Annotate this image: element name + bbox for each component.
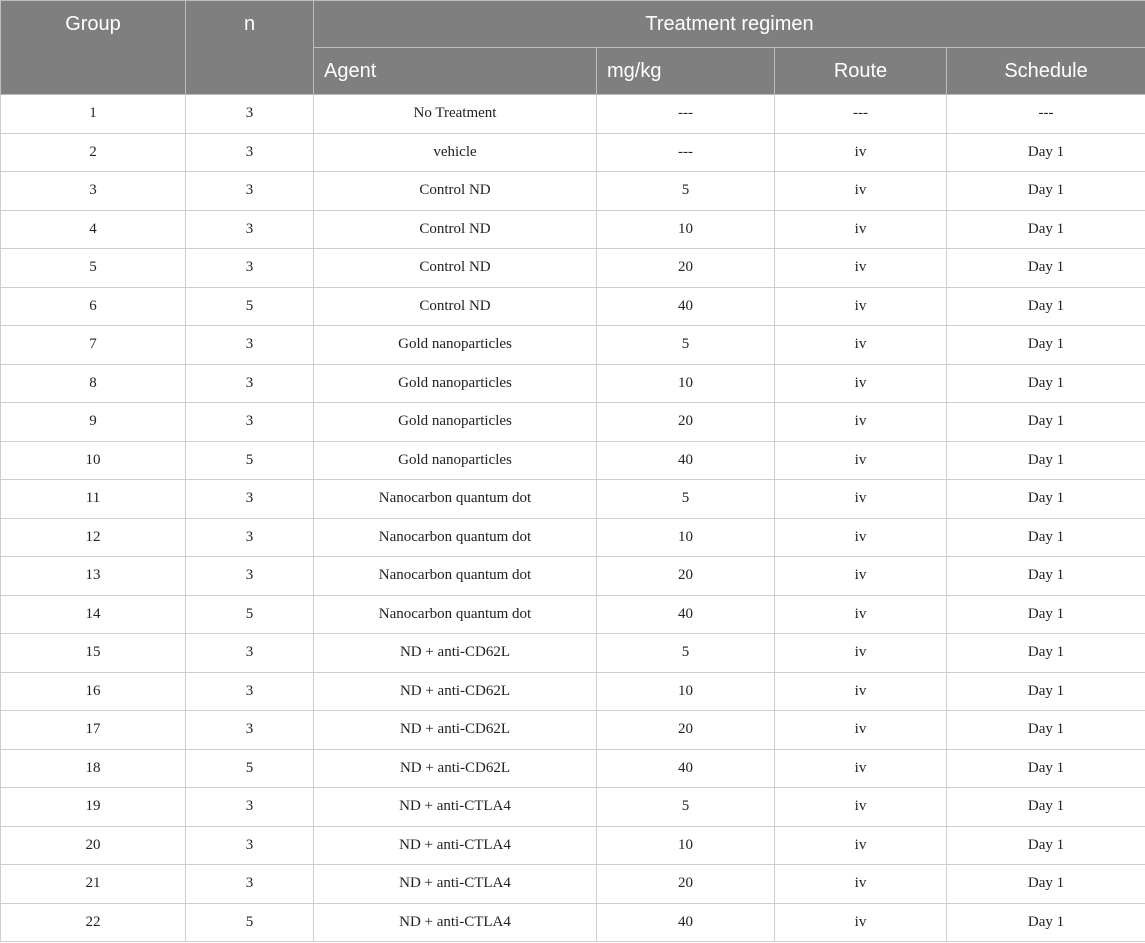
cell-n: 3 <box>186 634 314 673</box>
table-row <box>1 788 1145 827</box>
cell-agent: ND + anti-CTLA4 <box>314 788 597 827</box>
cell-route: iv <box>775 364 947 403</box>
cell-agent: ND + anti-CTLA4 <box>314 826 597 865</box>
cell-route: iv <box>775 865 947 904</box>
cell-mgkg: 40 <box>597 441 775 480</box>
cell-route: iv <box>775 711 947 750</box>
table-row <box>1 903 1145 942</box>
header-agent: Agent <box>314 48 597 95</box>
cell-agent: Nanocarbon quantum dot <box>314 557 597 596</box>
table-row <box>1 403 1145 442</box>
cell-agent: Control ND <box>314 287 597 326</box>
cell-mgkg: 40 <box>597 749 775 788</box>
cell-group: 14 <box>1 595 186 634</box>
cell-group: 1 <box>1 95 186 134</box>
cell-mgkg: 5 <box>597 480 775 519</box>
table-row <box>1 672 1145 711</box>
cell-mgkg: 20 <box>597 403 775 442</box>
cell-agent: ND + anti-CTLA4 <box>314 903 597 942</box>
cell-group: 3 <box>1 172 186 211</box>
cell-group: 4 <box>1 210 186 249</box>
cell-schedule: Day 1 <box>947 364 1145 403</box>
cell-schedule: Day 1 <box>947 826 1145 865</box>
cell-mgkg: 10 <box>597 518 775 557</box>
cell-route: iv <box>775 480 947 519</box>
cell-mgkg: 5 <box>597 634 775 673</box>
cell-group: 10 <box>1 441 186 480</box>
cell-schedule: Day 1 <box>947 634 1145 673</box>
cell-agent: ND + anti-CD62L <box>314 711 597 750</box>
cell-group: 16 <box>1 672 186 711</box>
cell-route: iv <box>775 595 947 634</box>
cell-group: 8 <box>1 364 186 403</box>
cell-group: 13 <box>1 557 186 596</box>
cell-route: iv <box>775 634 947 673</box>
cell-route: iv <box>775 133 947 172</box>
cell-agent: ND + anti-CD62L <box>314 749 597 788</box>
cell-mgkg: 20 <box>597 711 775 750</box>
cell-agent: ND + anti-CTLA4 <box>314 865 597 904</box>
cell-n: 5 <box>186 749 314 788</box>
cell-group: 18 <box>1 749 186 788</box>
cell-mgkg: 10 <box>597 210 775 249</box>
cell-n: 3 <box>186 788 314 827</box>
cell-n: 3 <box>186 480 314 519</box>
cell-agent: ND + anti-CD62L <box>314 634 597 673</box>
cell-agent: Gold nanoparticles <box>314 326 597 365</box>
cell-schedule: Day 1 <box>947 711 1145 750</box>
cell-group: 12 <box>1 518 186 557</box>
cell-schedule: Day 1 <box>947 210 1145 249</box>
cell-n: 3 <box>186 711 314 750</box>
cell-n: 3 <box>186 557 314 596</box>
cell-route: iv <box>775 557 947 596</box>
table-row <box>1 364 1145 403</box>
cell-schedule: Day 1 <box>947 595 1145 634</box>
header-treatment-regimen: Treatment regimen <box>314 1 1145 48</box>
table-row <box>1 557 1145 596</box>
cell-route: iv <box>775 518 947 557</box>
cell-schedule: Day 1 <box>947 903 1145 942</box>
table-row <box>1 172 1145 211</box>
cell-route: --- <box>775 95 947 134</box>
cell-n: 3 <box>186 364 314 403</box>
cell-n: 3 <box>186 210 314 249</box>
cell-route: iv <box>775 326 947 365</box>
cell-schedule: Day 1 <box>947 287 1145 326</box>
cell-mgkg: 40 <box>597 287 775 326</box>
cell-n: 5 <box>186 595 314 634</box>
cell-n: 3 <box>186 672 314 711</box>
cell-schedule: Day 1 <box>947 249 1145 288</box>
cell-group: 9 <box>1 403 186 442</box>
cell-schedule: Day 1 <box>947 480 1145 519</box>
cell-n: 3 <box>186 403 314 442</box>
cell-schedule: --- <box>947 95 1145 134</box>
cell-agent: Gold nanoparticles <box>314 441 597 480</box>
table-row <box>1 865 1145 904</box>
cell-schedule: Day 1 <box>947 865 1145 904</box>
cell-route: iv <box>775 672 947 711</box>
cell-schedule: Day 1 <box>947 788 1145 827</box>
cell-mgkg: --- <box>597 133 775 172</box>
table-row <box>1 634 1145 673</box>
cell-n: 3 <box>186 518 314 557</box>
cell-schedule: Day 1 <box>947 133 1145 172</box>
cell-group: 2 <box>1 133 186 172</box>
cell-mgkg: --- <box>597 95 775 134</box>
header-mgkg: mg/kg <box>597 48 775 95</box>
cell-schedule: Day 1 <box>947 749 1145 788</box>
cell-n: 3 <box>186 133 314 172</box>
cell-mgkg: 20 <box>597 249 775 288</box>
cell-mgkg: 5 <box>597 326 775 365</box>
table-row <box>1 749 1145 788</box>
cell-n: 3 <box>186 249 314 288</box>
cell-mgkg: 10 <box>597 672 775 711</box>
cell-agent: Control ND <box>314 249 597 288</box>
cell-route: iv <box>775 441 947 480</box>
cell-schedule: Day 1 <box>947 518 1145 557</box>
cell-n: 3 <box>186 865 314 904</box>
cell-n: 5 <box>186 903 314 942</box>
cell-mgkg: 20 <box>597 865 775 904</box>
header-route: Route <box>775 48 947 95</box>
cell-schedule: Day 1 <box>947 326 1145 365</box>
cell-mgkg: 5 <box>597 172 775 211</box>
table-row <box>1 711 1145 750</box>
cell-route: iv <box>775 172 947 211</box>
cell-n: 5 <box>186 287 314 326</box>
cell-agent: Nanocarbon quantum dot <box>314 480 597 519</box>
cell-mgkg: 20 <box>597 557 775 596</box>
cell-route: iv <box>775 749 947 788</box>
table-row <box>1 133 1145 172</box>
table-row <box>1 441 1145 480</box>
cell-group: 22 <box>1 903 186 942</box>
table-header <box>1 1 1145 95</box>
table-row <box>1 95 1145 134</box>
cell-group: 15 <box>1 634 186 673</box>
header-row-top <box>1 1 1145 48</box>
header-group: Group <box>1 1 186 95</box>
cell-mgkg: 5 <box>597 788 775 827</box>
table-row <box>1 826 1145 865</box>
cell-agent: Control ND <box>314 210 597 249</box>
cell-schedule: Day 1 <box>947 172 1145 211</box>
table-row <box>1 595 1145 634</box>
cell-n: 3 <box>186 826 314 865</box>
cell-n: 3 <box>186 95 314 134</box>
cell-agent: ND + anti-CD62L <box>314 672 597 711</box>
cell-mgkg: 10 <box>597 826 775 865</box>
cell-route: iv <box>775 403 947 442</box>
cell-agent: Gold nanoparticles <box>314 403 597 442</box>
cell-group: 6 <box>1 287 186 326</box>
cell-route: iv <box>775 249 947 288</box>
table-row <box>1 210 1145 249</box>
cell-group: 5 <box>1 249 186 288</box>
cell-n: 3 <box>186 326 314 365</box>
cell-agent: vehicle <box>314 133 597 172</box>
cell-agent: Control ND <box>314 172 597 211</box>
table-row <box>1 326 1145 365</box>
cell-group: 17 <box>1 711 186 750</box>
cell-mgkg: 10 <box>597 364 775 403</box>
cell-route: iv <box>775 287 947 326</box>
cell-schedule: Day 1 <box>947 441 1145 480</box>
cell-route: iv <box>775 788 947 827</box>
cell-n: 5 <box>186 441 314 480</box>
cell-schedule: Day 1 <box>947 403 1145 442</box>
cell-schedule: Day 1 <box>947 557 1145 596</box>
header-n: n <box>186 1 314 95</box>
cell-agent: No Treatment <box>314 95 597 134</box>
cell-group: 11 <box>1 480 186 519</box>
cell-group: 7 <box>1 326 186 365</box>
table-row <box>1 249 1145 288</box>
cell-route: iv <box>775 903 947 942</box>
table-body <box>1 95 1145 942</box>
table-row <box>1 480 1145 519</box>
cell-agent: Nanocarbon quantum dot <box>314 518 597 557</box>
cell-route: iv <box>775 826 947 865</box>
cell-group: 21 <box>1 865 186 904</box>
cell-group: 20 <box>1 826 186 865</box>
cell-mgkg: 40 <box>597 595 775 634</box>
cell-route: iv <box>775 210 947 249</box>
header-schedule: Schedule <box>947 48 1145 95</box>
cell-agent: Gold nanoparticles <box>314 364 597 403</box>
table-row <box>1 287 1145 326</box>
cell-group: 19 <box>1 788 186 827</box>
cell-schedule: Day 1 <box>947 672 1145 711</box>
cell-mgkg: 40 <box>597 903 775 942</box>
table-row <box>1 518 1145 557</box>
cell-n: 3 <box>186 172 314 211</box>
cell-agent: Nanocarbon quantum dot <box>314 595 597 634</box>
